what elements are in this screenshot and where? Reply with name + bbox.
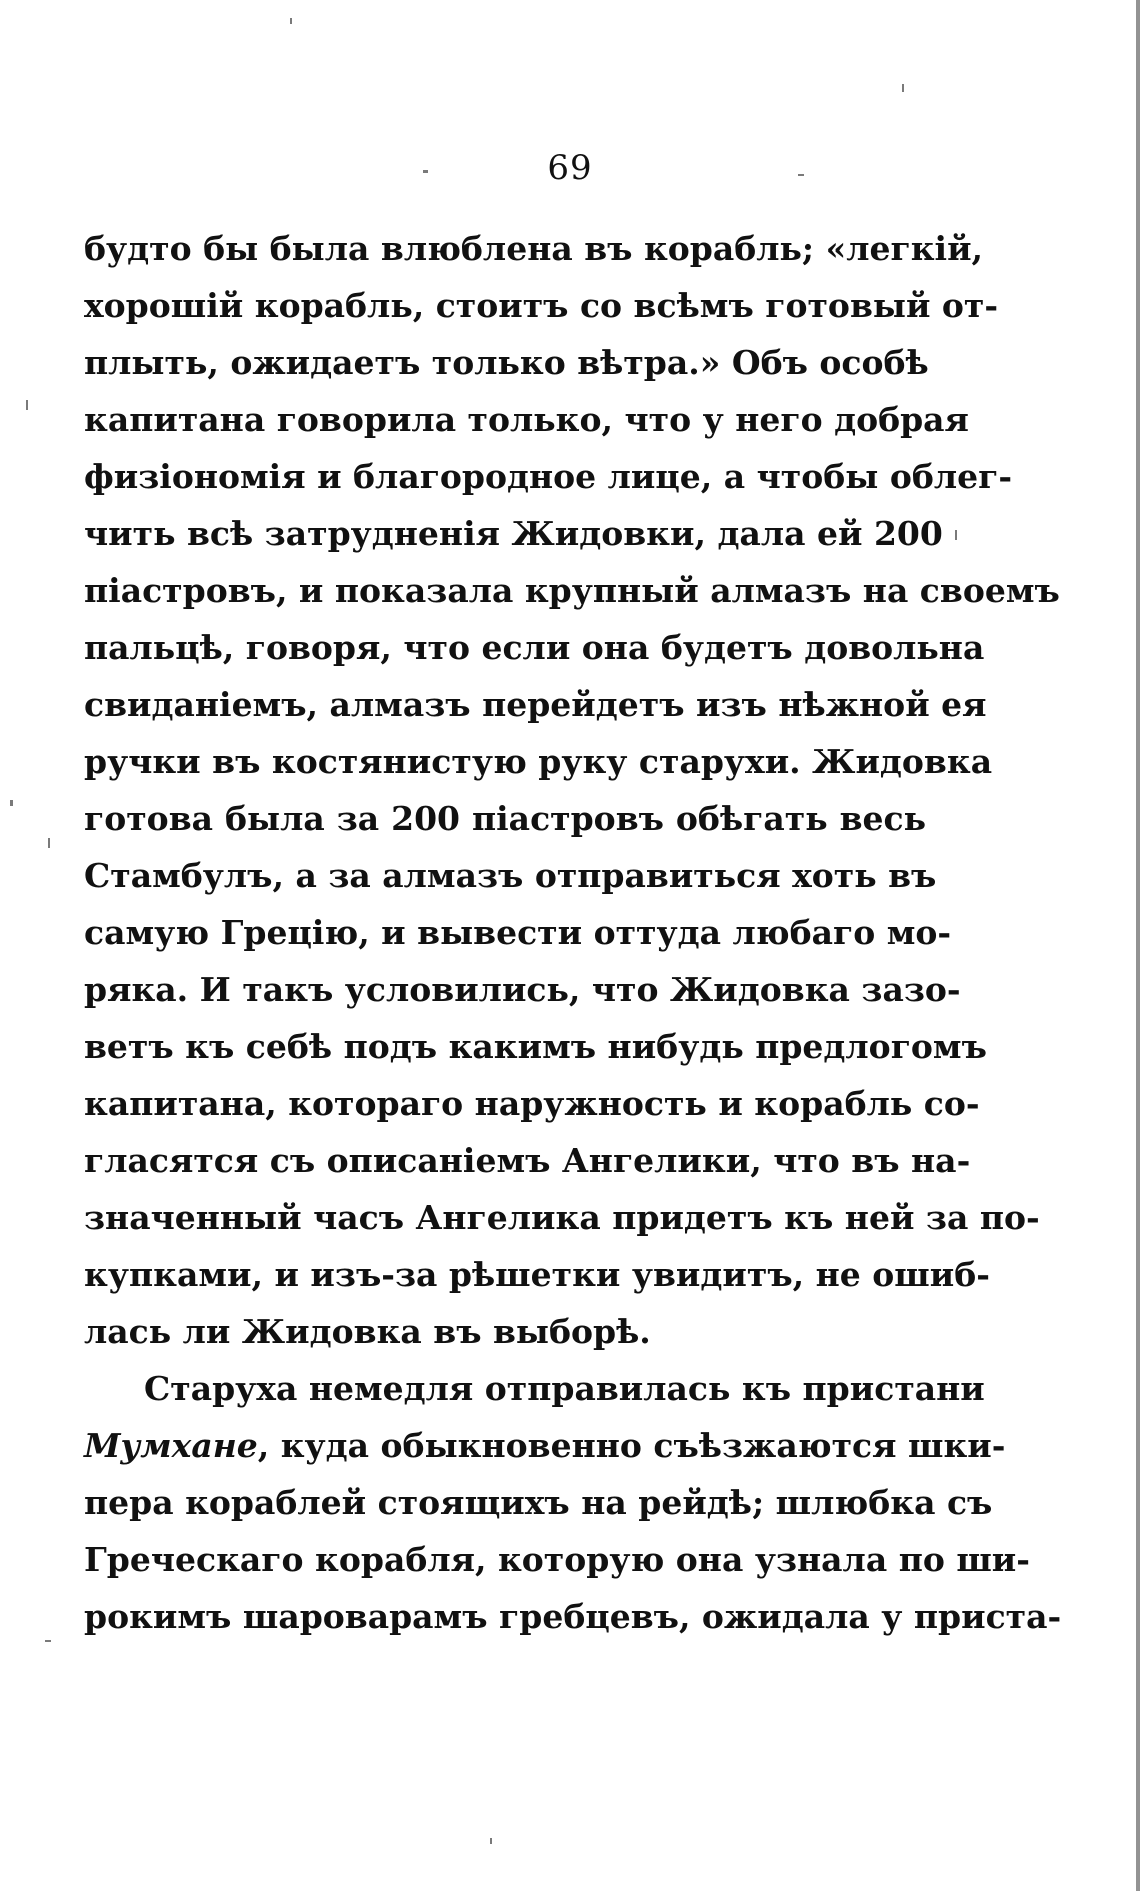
paragraph-first-line: Старуха немедля отправилась къ пристани — [144, 1369, 985, 1408]
text-line: пера кораблей стоящихъ на рейдѣ; шлюбка съ — [84, 1483, 993, 1522]
text-line — [84, 1417, 1006, 1474]
text-line: физіономія и благородное лице, а чтобы облег- — [84, 457, 1013, 496]
body-text — [84, 220, 1062, 1645]
scan-speck — [26, 400, 28, 410]
scan-speck — [48, 838, 50, 848]
text-line: капитана, котораго наружность и корабль со- — [84, 1084, 980, 1123]
scan-speck — [10, 800, 13, 806]
text-line: піастровъ, и показала крупный алмазъ на своемъ — [84, 571, 1060, 610]
text-line: чить всѣ затрудненія Жидовки, дала ей 200 — [84, 514, 943, 553]
text-line: рокимъ шароварамъ гребцевъ, ожидала у приста- — [84, 1597, 1062, 1636]
text-line: самую Грецію, и вывести оттуда любаго мо- — [84, 913, 952, 952]
italic-place-name: Мумхане — [84, 1426, 258, 1465]
scan-speck — [423, 170, 428, 173]
text-line: гласятся съ описаніемъ Ангелики, что въ на- — [84, 1141, 971, 1180]
text-line-rest: , куда обыкновенно съѣзжаются шки- — [257, 1426, 1006, 1465]
scan-speck — [490, 1838, 492, 1844]
scan-speck — [955, 530, 957, 540]
text-line: будто бы была влюблена въ корабль; «легкій, — [84, 229, 984, 268]
scan-speck — [798, 174, 804, 176]
page-edge-shadow — [1136, 0, 1140, 1891]
text-line: плыть, ожидаетъ только вѣтра.» Объ особѣ — [84, 343, 929, 382]
scan-speck — [290, 18, 292, 24]
page-number: 69 — [547, 148, 593, 188]
text-line: ручки въ костянистую руку старухи. Жидовка — [84, 742, 993, 781]
scan-speck — [902, 84, 904, 92]
text-line: значенный часъ Ангелика придетъ къ ней за по- — [84, 1198, 1040, 1237]
text-line: ветъ къ себѣ подъ какимъ нибудь предлогомъ — [84, 1027, 987, 1066]
scan-speck — [45, 1640, 51, 1642]
text-line: лась ли Жидовка въ выборѣ. — [84, 1312, 651, 1351]
text-line: купками, и изъ-за рѣшетки увидитъ, не ошиб- — [84, 1255, 990, 1294]
text-line: пальцѣ, говоря, что если она будетъ довольна — [84, 628, 985, 667]
text-line: капитана говорила только, что у него добрая — [84, 400, 969, 439]
text-line: Греческаго корабля, которую она узнала по ши- — [84, 1540, 1030, 1579]
text-line: свиданіемъ, алмазъ перейдетъ изъ нѣжной ея — [84, 685, 987, 724]
text-line: ряка. И такъ условились, что Жидовка зазо- — [84, 970, 961, 1009]
text-line: хорошій корабль, стоитъ со всѣмъ готовый от- — [84, 286, 999, 325]
text-line: готова была за 200 піастровъ обѣгать весь — [84, 799, 926, 838]
text-line: Стамбулъ, а за алмазъ отправиться хоть въ — [84, 856, 937, 895]
